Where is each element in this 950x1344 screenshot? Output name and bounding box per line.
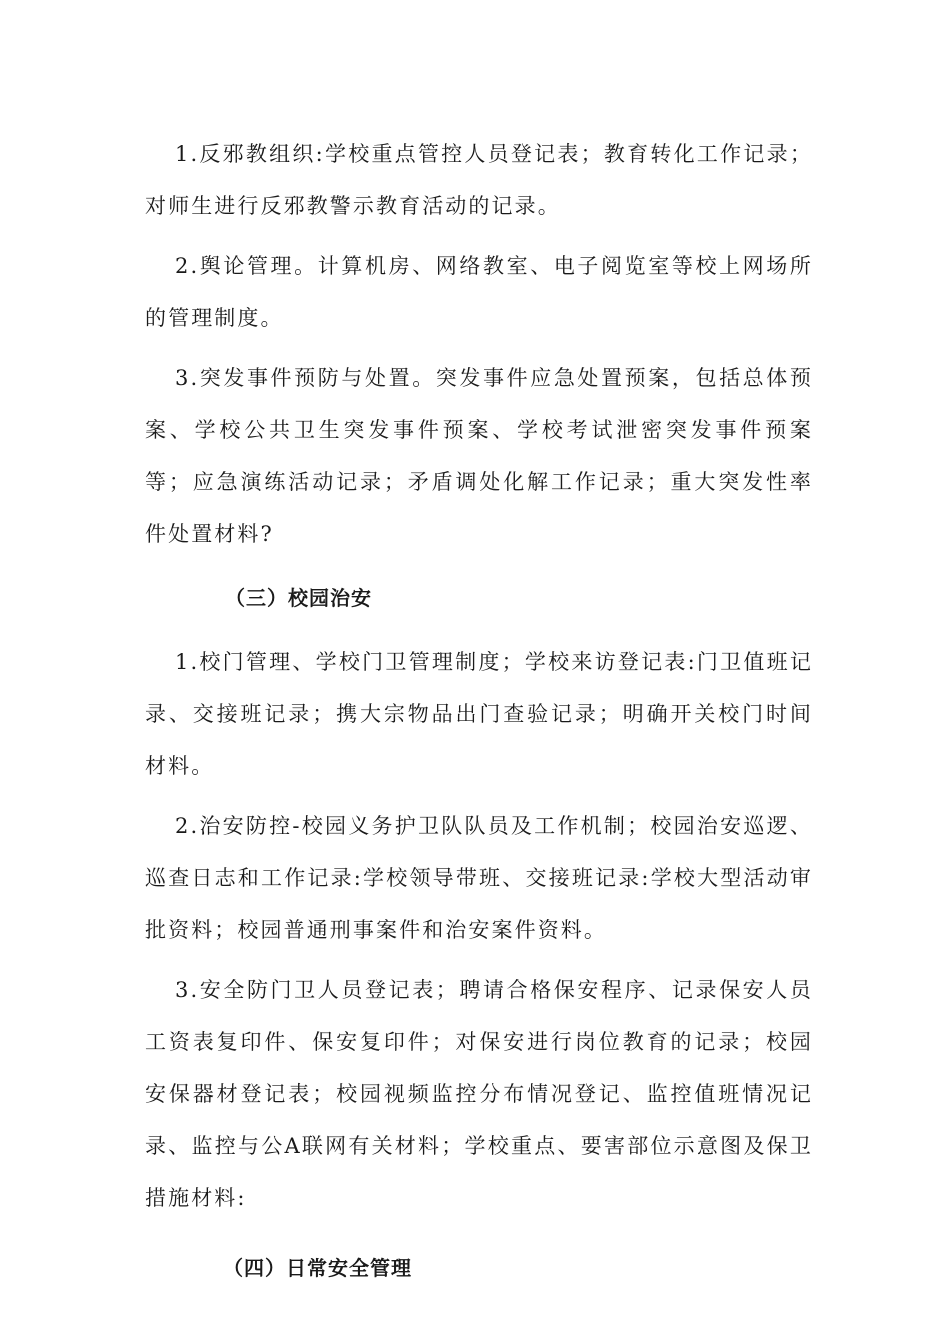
paragraph-public-opinion: 2.舆论管理。计算机房、网络教室、电子阅览室等校上网场所的管理制度。 bbox=[145, 254, 813, 330]
paragraph-guard-personnel: 3.安全防门卫人员登记表；聘请合格保安程序、记录保安人员工资表复印件、保安复印件；对保安进行岗位教育的记录；校园安保器材登记表；校园视频监控分布情况登记、监控值班情况记录、监控与公A联网有关材料；学校重点、要害部位示意图及保卫措施材料: bbox=[145, 978, 813, 1210]
paragraph-emergency: 3.突发事件预防与处置。突发事件应急处置预案，包括总体预案、学校公共卫生突发事件预案、学校考试泄密突发事件预案等；应急演练活动记录；矛盾调处化解工作记录；重大突发性率件处置材料? bbox=[145, 366, 813, 546]
section-heading-daily-safety: （四）日常安全管理 bbox=[223, 1256, 412, 1280]
paragraph-anti-cult: 1.反邪教组织:学校重点管控人员登记表；教育转化工作记录；对师生进行反邪教警示教育活动的记录。 bbox=[145, 142, 813, 218]
section-heading-campus-security: （三）校园治安 bbox=[225, 586, 372, 610]
paragraph-gate-management: 1.校门管理、学校门卫管理制度；学校来访登记表:门卫值班记录、交接班记录；携大宗物品出门查验记录；明确开关校门时间材料。 bbox=[145, 650, 813, 778]
document-page bbox=[145, 128, 813, 1294]
paragraph-security-control: 2.治安防控-校园义务护卫队队员及工作机制；校园治安巡逻、巡查日志和工作记录:学校领导带班、交接班记录:学校大型活动审批资料；校园普通刑事案件和治安案件资料。 bbox=[145, 814, 813, 942]
